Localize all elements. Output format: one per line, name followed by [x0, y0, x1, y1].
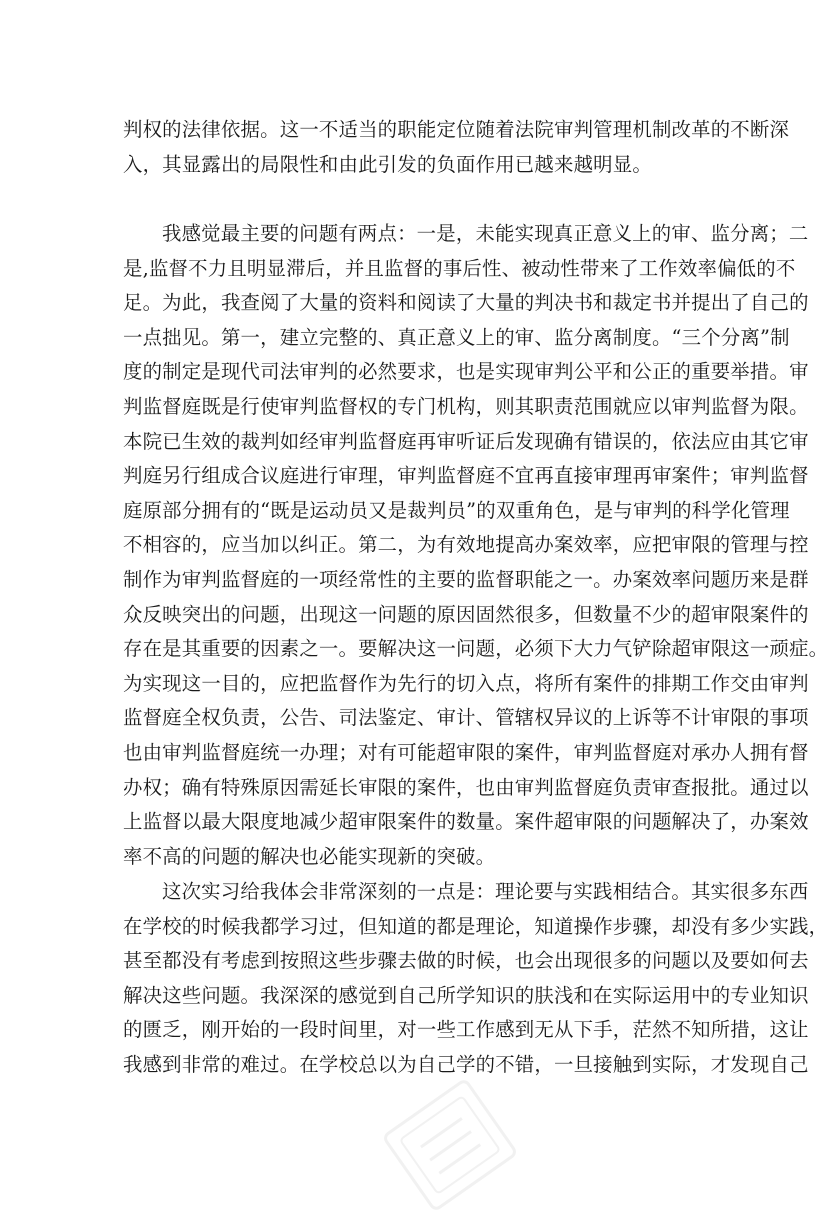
text-line: 众反映突出的问题，出现这一问题的原因固然很多，但数量不少的超审限案件的 [123, 602, 809, 626]
text-line: 办权；确有特殊原因需延长审限的案件，也由审判监督庭负责审查报批。通过以 [123, 775, 809, 799]
text-line: 存在是其重要的因素之一。要解决这一问题，必须下大力气铲除超审限这一顽症。 [123, 637, 829, 661]
watermark-stamp-icon [369, 1066, 530, 1224]
text-line: 这次实习给我体会非常深刻的一点是：理论要与实践相结合。其实很多东西 [162, 880, 809, 903]
paragraph-1 [123, 113, 790, 182]
text-line: 入，其显露出的局限性和由此引发的负面作用已越来越明显。 [123, 152, 652, 176]
text-line: 判权的法律依据。这一不适当的职能定位随着法院审判管理机制改革的不断深 [123, 118, 790, 141]
text-line: 监督庭全权负责，公告、司法鉴定、审计、管辖权异议的上诉等不计审限的事项 [123, 706, 809, 730]
text-line: 判庭另行组成合议庭进行审理，审判监督庭不宜再直接审理再审案件；审判监督 [123, 464, 809, 488]
text-line: 制作为审判监督庭的一项经常性的主要的监督职能之一。办案效率问题历来是群 [123, 567, 809, 591]
text-line: 判监督庭既是行使审判监督权的专门机构，则其职责范围就应以审判监督为限。 [123, 394, 809, 418]
paragraph-2 [123, 217, 829, 874]
text-line: 甚至都没有考虑到按照这些步骤去做的时候，也会出现很多的问题以及要如何去 [123, 949, 809, 973]
text-line: 我感觉最主要的问题有两点：一是，未能实现真正意义上的审、监分离；二 [162, 222, 809, 245]
text-line: 上监督以最大限度地减少超审限案件的数量。案件超审限的问题解决了，办案效 [123, 810, 809, 834]
paragraph-3 [123, 875, 829, 1083]
text-line: 为实现这一目的，应把监督作为先行的切入点，将所有案件的排期工作交由审判 [123, 671, 809, 695]
text-line: 是,监督不力且明显滞后，并且监督的事后性、被动性带来了工作效率偏低的不 [123, 256, 796, 280]
text-line: 度的制定是现代司法审判的必然要求，也是实现审判公平和公正的重要举措。审 [123, 360, 809, 384]
text-line: 在学校的时候我都学习过，但知道的都是理论，知道操作步骤，却没有多少实践， [123, 914, 829, 938]
text-line: 足。为此，我查阅了大量的资料和阅读了大量的判决书和裁定书并提出了自己的 [123, 291, 809, 315]
text-line: 一点拙见。第一，建立完整的、真正意义上的审、监分离制度。“三个分离”制 [123, 325, 790, 349]
text-line: 的匮乏，刚开始的一段时间里，对一些工作感到无从下手，茫然不知所措，这让 [123, 1018, 809, 1042]
text-line: 率不高的问题的解决也必能实现新的突破。 [123, 844, 496, 868]
text-line: 本院已生效的裁判如经审判监督庭再审听证后发现确有错误的，依法应由其它审 [123, 429, 809, 453]
text-line: 也由审判监督庭统一办理；对有可能超审限的案件，审判监督庭对承办人拥有督 [123, 740, 809, 764]
text-line: 庭原部分拥有的“既是运动员又是裁判员”的双重角色，是与审判的科学化管理 [123, 498, 790, 522]
text-line: 解决这些问题。我深深的感觉到自己所学知识的肤浅和在实际运用中的专业知识 [123, 983, 809, 1007]
text-line: 我感到非常的难过。在学校总以为自己学的不错，一旦接触到实际，才发现自己 [123, 1052, 809, 1076]
text-line: 不相容的，应当加以纠正。第二，为有效地提高办案效率，应把审限的管理与控 [123, 533, 809, 557]
